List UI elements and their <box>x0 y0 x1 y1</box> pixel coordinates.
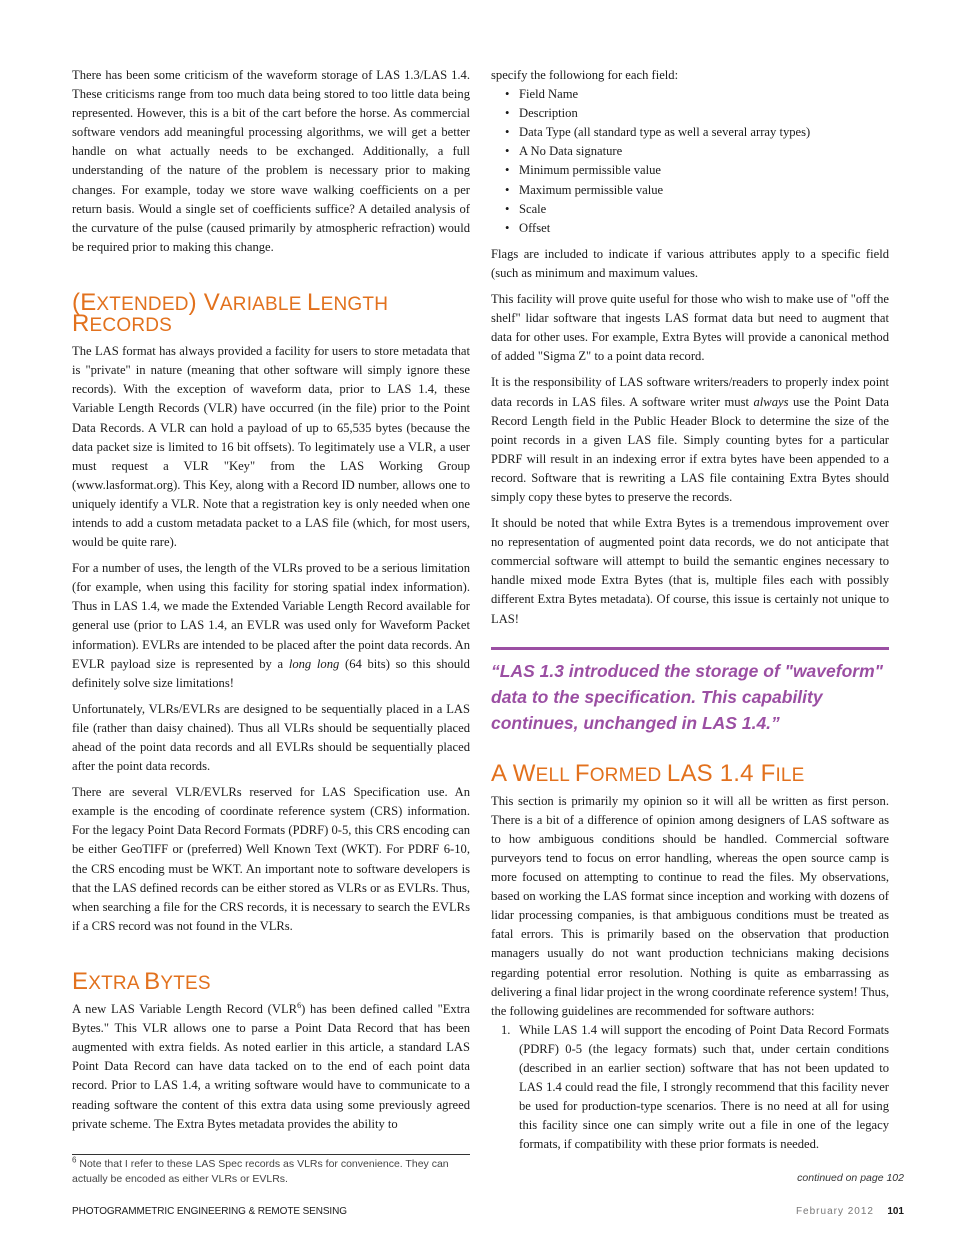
responsibility-paragraph: It is the responsibility of LAS software writers/readers to properly index point data records in LAS files. A software writer must always use the Point Data Record Length field in the Public Header Block to determine the size of the point records in a given LAS file. Simply counting bytes for a particular PDRF will result in an indexing error if extra bytes have been appended to a record. Software that is rewriting a LAS file containing Extra Bytes should simply copy these bytes to preserve the records. <box>491 375 889 504</box>
specify-paragraph: specify the followiong for each field: <box>491 68 679 82</box>
vlr-paragraph-1: The LAS format has always provided a facility for users to store metadata that is "private" in nature (meaning that other software will simply ignore these records). With the exception of waveform data, prior to LAS 1.4, these Variable Length Records (VLR) have occurred (in the file) prior to the Point Data Records. A VLR can hold a payload of up to 65,535 bytes (because the data packet size is limited to 16 bit offsets). To legitimately use a VLR, a user must request a VLR "Key" from the LAS Working Group (www.lasformat.org). This Key, along with a Record ID number, allows one to uniquely identify a VLR. Note that a registration key is only needed when one intends to add a custom metadata packet to a LAS file (which, for most users, would be quite rare). <box>72 344 470 550</box>
left-column <box>72 66 470 1187</box>
flags-paragraph: Flags are included to indicate if various attributes apply to a specific field (such as minimum and maximum values. <box>491 246 889 280</box>
vlr-paragraph-4: There are several VLR/EVLRs reserved for LAS Specification use. An example is the encoding of coordinate reference system (CRS) information. For the legacy Point Data Record Formats (PDRF) 0-5, this CRS encoding can be either GeoTIFF or (preferred) Well Known Text (WKT). For PDRF 6-10, the CRS encoding must be WKT. An important note to software developers is that the LAS defined records can be either stored as VLRs or as EVLRs. Thus, when searching a file for the CRS records, it is necessary to search the EVLRs if a CRS record was not found in the VLRs. <box>72 785 470 933</box>
footnote-marker: 6 <box>297 1000 302 1010</box>
heading-extra-bytes: EXTRA BYTES <box>72 967 211 995</box>
intro-paragraph: There has been some criticism of the waveform storage of LAS 1.3/LAS 1.4. These criticisms range from too much data being stored to too little data being represented. However, this is a bit of the cart before the horse. As commercial software vendors add meaningful processing algorithms, we will get a better handle on what actually needs to be exchanged. Additionally, a full understanding of the nature of the problem is necessary prior to making changes. For example, today we store wave walking coefficients on a per return basis. Would a single set of coefficients suffice? A detailed analysis of the curvature of the pulse (caused primarily by atmospheric refraction) would be required prior to making this change. <box>72 68 470 254</box>
field-list-item: • Field Name <box>505 85 889 104</box>
field-list-item: • A No Data signature <box>505 142 889 161</box>
field-list-item: • Data Type (all standard type as well a several array types) <box>505 123 889 142</box>
noted-paragraph: It should be noted that while Extra Bytes is a tremendous improvement over no representation of augmented point data records, we do not anticipate that commercial software will attempt to build the semantic engines necessary to handle mixed mode Extra Bytes (that is, multiple files each with possibly different Extra Bytes metadata). Of course, this issue is certainly not unique to LAS! <box>491 516 889 626</box>
right-column <box>491 66 889 1155</box>
pull-quote: “LAS 1.3 introduced the storage of "waveform" data to the specification. This capability continues, unchanged in LAS 1.4.” <box>491 647 889 736</box>
field-list-item: • Scale <box>505 200 889 219</box>
continued-note: continued on page 102 <box>797 1172 904 1184</box>
guidelines-list <box>491 1021 889 1155</box>
field-list-item: • Minimum permissible value <box>505 161 889 180</box>
issue-date: February 2012 <box>795 1206 874 1217</box>
guideline-text: While LAS 1.4 will support the encoding of Point Data Record Formats (PDRF) 0-5 (the legacy formats) such that, under certain conditions (described in an earlier section) software that has not been updated to LAS 1.4 could read the file, I strongly recommend that this facility never be used for production-type scenarios. There is no need at all for using this facility since one can simply write out a file in one of the legacy formats, if compatibility with these prior formats is needed. <box>519 1022 889 1152</box>
heading-extended-vlr: (EXTENDED) VARIABLE LENGTH RECORDS <box>72 288 389 338</box>
field-list-item: • Description <box>505 104 889 123</box>
guideline-item <box>491 1021 889 1155</box>
guideline-number: 1. <box>501 1022 511 1037</box>
heading-well-formed-file: A WELL FORMED LAS 1.4 FILE <box>491 759 805 787</box>
footnote-divider <box>72 1154 470 1155</box>
field-list-item: • Offset <box>505 219 889 238</box>
field-list <box>491 85 889 238</box>
footnote: $^6$ Note that I refer to these LAS Spec records as VLRs for convenience. They can actually be encoded as either VLRs or EVLRs. <box>72 1155 449 1185</box>
facility-paragraph: This facility will prove quite useful for those who wish to make use of "off the shelf" lidar software that ingests LAS format data but need to augment that data for other uses. For example, Extra Bytes will provide a canonical method of added "Sigma Z" to a point data record. <box>491 292 889 364</box>
vlr-paragraph-3: Unfortunately, VLRs/EVLRs are designed to be sequentially placed in a LAS file (rather than daisy chained). Thus all VLRs should be sequentially placed ahead of the point data records and all EVLRs should be sequentially placed after the point data records. <box>72 701 470 774</box>
vlr-paragraph-2: For a number of uses, the length of the VLRs proved to be a serious limitation (for example, when using this facility for storing spatial index information). Thus in LAS 1.4, we made the Extended Variable Length Record available for general use (prior to LAS 1.4, an EVLR was used only for Waveform Packet information). EVLRs are intended to be placed after the point data records. An EVLR payload size is represented by a long long (64 bits) so this should definitely solve size limitations! <box>72 561 470 690</box>
field-list-item: • Maximum permissible value <box>505 181 889 200</box>
section-paragraph: This section is primarily my opinion so it will all be written as first person. There is a bit of a difference of opinion among designers of LAS software as to how ambiguous conditions should be handled. Commercial software purveyors tend to focus on error handling, whereas the open source camp is more focused on attempting to continue to read the files. My observations, based on working the LAS format since inception and working with dozens of lidar processing companies, is that ambiguous conditions must be treated as fatal errors. This is primarily based on the observation that production managers usually do not want production technicians making decisions regarding potential error resolution. Nothing is quite as embarrassing as delivering a final lidar project in the wrong coordinate reference system! Thus, the following guidelines are recommended for software authors: <box>491 793 889 1018</box>
extra-bytes-paragraph: A new LAS Variable Length Record (VLR$^6$) has been defined called "Extra Bytes." This VLR allows one to parse a Point Data Record that has been augmented with extra fields. As noted earlier in this article, a standard LAS Point Data Record can have data tacked on to the end of each point data record. Prior to LAS 1.4, a writing software would have to communicate to a reading software the content of this extra data using some previously agreed private scheme. The Extra Bytes metadata provides the ability to <box>72 1000 470 1131</box>
page-number: 101 <box>887 1206 904 1217</box>
journal-name: PHOTOGRAMMETRIC ENGINEERING & REMOTE SENSING <box>72 1206 347 1217</box>
